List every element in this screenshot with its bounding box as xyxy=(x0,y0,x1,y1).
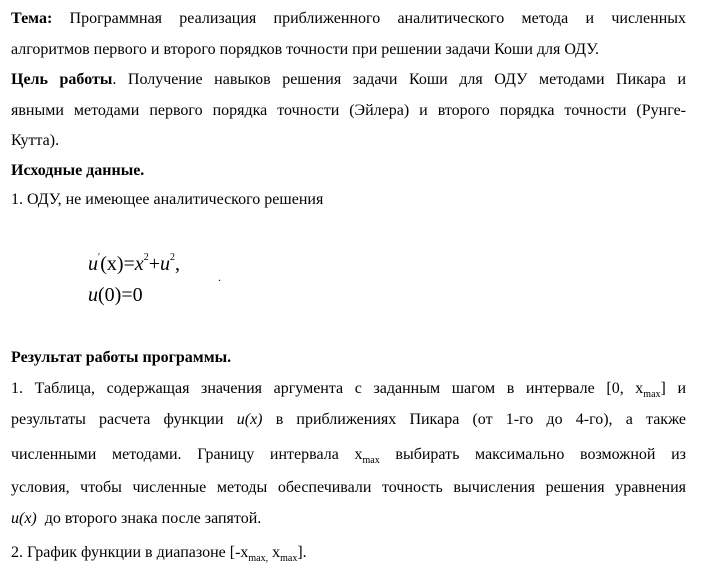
result-item-1-line-5: u(x) до второго знака после запятой. xyxy=(11,510,262,527)
ode-equation: $u'(x)=x^2+u^2$, xyxy=(88,252,180,275)
goal-label: Цель работы xyxy=(11,71,113,88)
goal-line-1 xyxy=(11,70,686,90)
result-item-1-line-4: условия, чтобы численные методы обеспечивали точность вычисления решения уравнения xyxy=(11,479,686,496)
result-item-1-line-1: 1. Таблица, содержащая значения аргумента с заданным шагом в интервале [0, $x_{max}$] и xyxy=(11,380,687,401)
result-item-2: 2. График функции в диапазоне [$-x_{max,}$ $x_{max}$]. xyxy=(11,544,307,565)
theme-label: Тема: xyxy=(11,10,53,27)
goal-line-3: Кутта). xyxy=(11,132,60,149)
input-heading: Исходные данные. xyxy=(11,162,145,179)
input-item-1: 1. ОДУ, не имеющее аналитического решения xyxy=(11,191,324,208)
initial-condition: u(0)=0 xyxy=(88,284,143,306)
equation-dot: . xyxy=(218,270,221,284)
result-item-1-line-3: численными методами. Границу интервала $x_{max}$ выбирать максимально возможной из xyxy=(11,446,686,467)
theme-line-2: алгоритмов первого и второго порядков точности при решении задачи Коши для ОДУ. xyxy=(11,41,599,58)
goal-line-2: явными методами первого порядка точности (Эйлера) и второго порядка точности (Рунге- xyxy=(11,102,686,119)
goal-text-1: . Получение навыков решения задачи Коши для ОДУ методами Пикара и xyxy=(112,71,687,88)
function-u-of-x: u(x) xyxy=(236,411,263,428)
theme-line-1 xyxy=(11,9,686,29)
theme-text-1: Программная реализация приближенного аналитического метода и численных xyxy=(69,10,687,27)
function-u-of-x-2: u(x) xyxy=(11,510,37,527)
result-heading: Результат работы программы. xyxy=(11,349,232,366)
result-item-1-line-2: результаты расчета функции u(x) в приближениях Пикара (от 1-го до 4-го), а также xyxy=(11,411,687,428)
